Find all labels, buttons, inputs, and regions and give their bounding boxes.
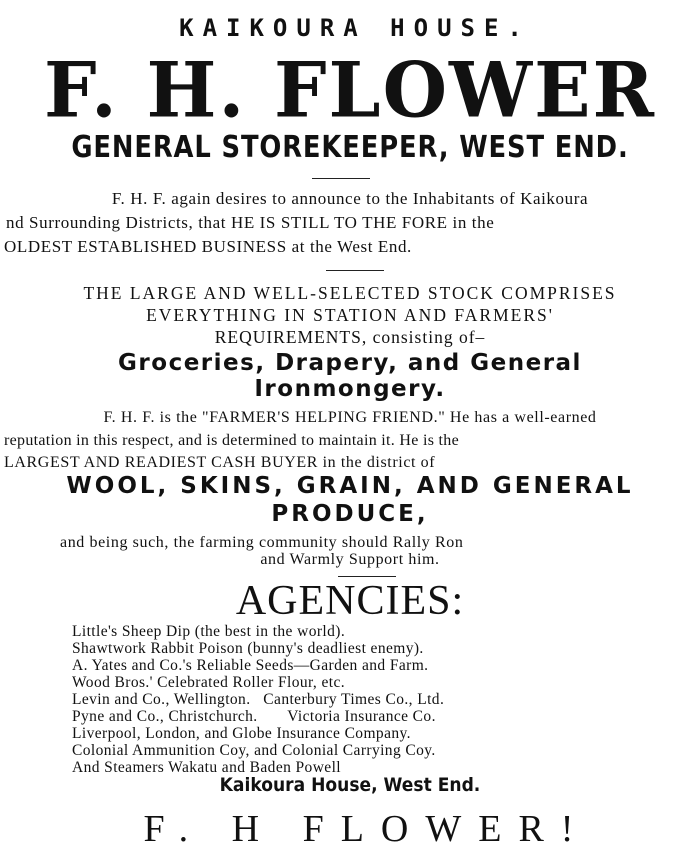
intro-line-1: F. H. F. again desires to announce to the Inhabitants of Kaikoura bbox=[111, 189, 589, 208]
proprietor-name: F. H. FLOWER bbox=[43, 47, 657, 135]
divider-2 bbox=[326, 270, 384, 271]
goods-line-1: Groceries, Drapery, and General bbox=[118, 350, 582, 376]
divider-1 bbox=[312, 178, 370, 179]
agency-item-4: Wood Bros.' Celebrated Roller Flour, etc. bbox=[72, 674, 346, 691]
agency-item-3: A. Yates and Co.'s Reliable Seeds—Garden and Farm. bbox=[72, 657, 429, 674]
stock-line-1: THE LARGE AND WELL-SELECTED STOCK COMPRISES bbox=[83, 283, 617, 303]
stock-line-2: EVERYTHING IN STATION AND FARMERS' bbox=[146, 305, 554, 325]
agencies-title: AGENCIES: bbox=[235, 578, 465, 624]
buyer-line-1: F. H. F. is the "FARMER'S HELPING FRIEND." He has a well-earned bbox=[103, 409, 597, 426]
produce-line-2: PRODUCE, bbox=[271, 501, 429, 527]
divider-3 bbox=[338, 576, 396, 577]
intro-line-3: OLDEST ESTABLISHED BUSINESS at the West End. bbox=[4, 237, 412, 256]
agency-item-1: Little's Sheep Dip (the best in the world). bbox=[72, 623, 346, 640]
footer-address: Kaikoura House, West End. bbox=[219, 774, 481, 796]
closing-line-2: and Warmly Support him. bbox=[260, 551, 440, 568]
produce-line-1: WOOL, SKINS, GRAIN, AND GENERAL bbox=[66, 473, 634, 499]
buyer-line-3: LARGEST AND READIEST CASH BUYER in the district of bbox=[4, 454, 436, 471]
house-title: KAIKOURA HOUSE. bbox=[179, 14, 531, 42]
agency-item-2: Shawtwork Rabbit Poison (bunny's deadliest enemy). bbox=[72, 640, 424, 657]
business-title: GENERAL STOREKEEPER, WEST END. bbox=[71, 130, 629, 165]
agency-item-5: Levin and Co., Wellington. Canterbury Times Co., Ltd. bbox=[72, 691, 445, 708]
footer-signature: F. H FLOWER! bbox=[143, 808, 591, 850]
agency-item-7: Liverpool, London, and Globe Insurance Company. bbox=[72, 725, 411, 742]
stock-line-3: REQUIREMENTS, consisting of– bbox=[214, 327, 486, 347]
agency-item-8: Colonial Ammunition Coy, and Colonial Carrying Coy. bbox=[72, 742, 436, 759]
closing-line-1: and being such, the farming community should Rally Ron bbox=[60, 534, 464, 551]
intro-line-2: nd Surrounding Districts, that HE IS STILL TO THE FORE in the bbox=[6, 213, 495, 232]
agency-item-6: Pyne and Co., Christchurch. Victoria Insurance Co. bbox=[72, 708, 436, 725]
agency-item-9: And Steamers Wakatu and Baden Powell bbox=[72, 759, 341, 776]
buyer-line-2: reputation in this respect, and is determined to maintain it. He is the bbox=[4, 432, 459, 449]
goods-line-2: Ironmongery. bbox=[254, 376, 446, 402]
